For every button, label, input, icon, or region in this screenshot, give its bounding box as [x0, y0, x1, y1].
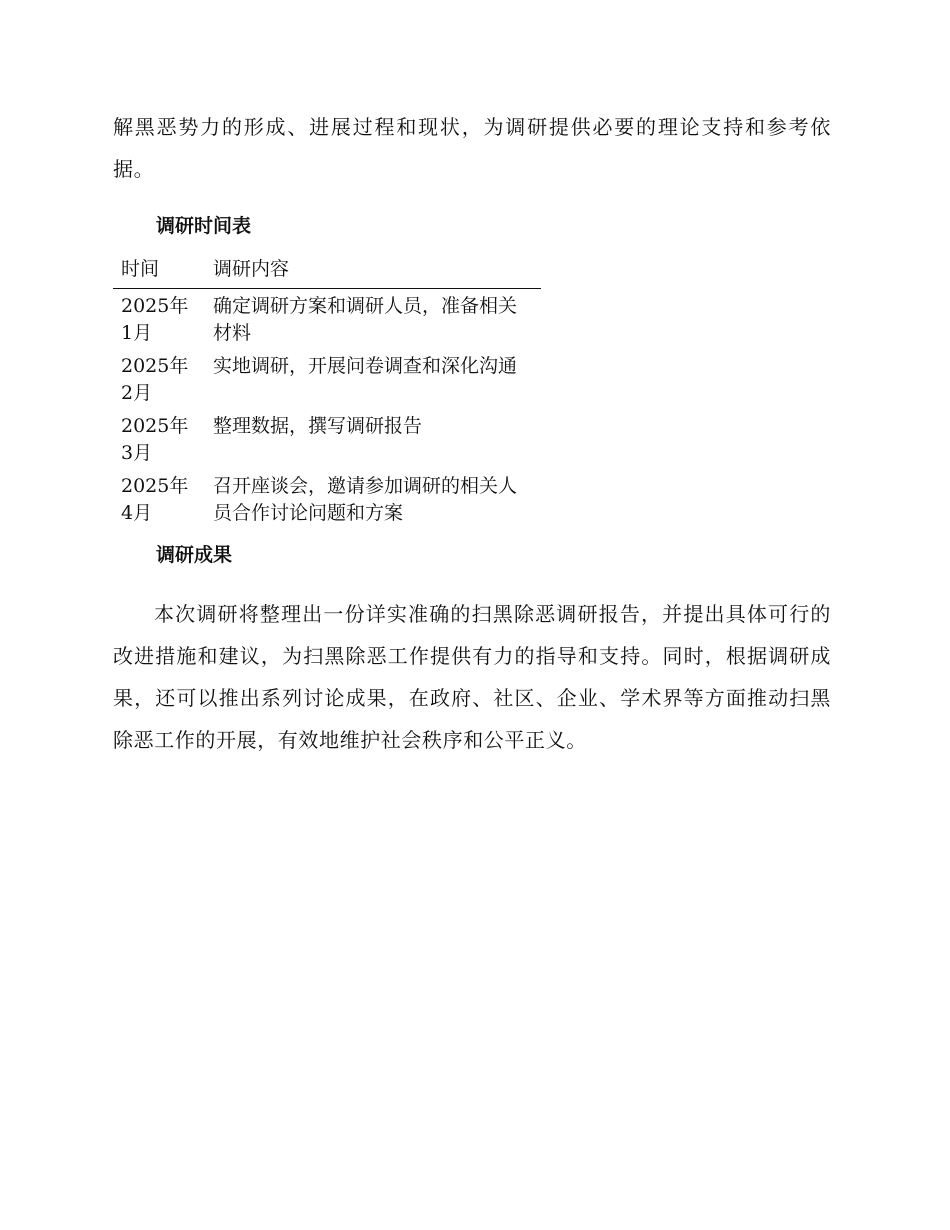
table-row — [113, 409, 541, 469]
intro-paragraph-tail: 解黑恶势力的形成、进展过程和现状，为调研提供必要的理论支持和参考依据。 — [113, 115, 831, 181]
schedule-header-row — [113, 252, 541, 289]
table-row — [113, 469, 541, 529]
column-header-content: 调研内容 — [205, 252, 541, 289]
row-content: 确定调研方案和调研人员，准备相关材料 — [213, 295, 518, 344]
row-time: 2025年3月 — [121, 415, 189, 464]
document-page — [113, 106, 831, 761]
row-content: 整理数据，撰写调研报告 — [213, 415, 423, 437]
row-content: 实地调研，开展问卷调查和深化沟通 — [213, 355, 518, 377]
spacer — [113, 575, 831, 593]
column-header-time: 时间 — [113, 252, 205, 289]
table-row — [113, 349, 541, 409]
schedule-heading: 调研时间表 — [156, 215, 252, 237]
row-time: 2025年4月 — [121, 475, 189, 524]
row-time: 2025年1月 — [121, 295, 189, 344]
results-paragraph: 本次调研将整理出一份详实准确的扫黑除恶调研报告，并提出具体可行的改进措施和建议，为扫黑除恶工作提供有力的指导和支持。同时，根据调研成果，还可以推出系列讨论成果，在政府、社区、企业、学术界等方面推动扫黑除恶工作的开展，有效地维护社会秩序和公平正义。 — [113, 602, 831, 752]
row-content: 召开座谈会，邀请参加调研的相关人员合作讨论问题和方案 — [213, 475, 518, 524]
row-time: 2025年2月 — [121, 355, 189, 404]
schedule-table — [113, 252, 541, 529]
table-row — [113, 289, 541, 350]
results-heading: 调研成果 — [156, 544, 233, 566]
